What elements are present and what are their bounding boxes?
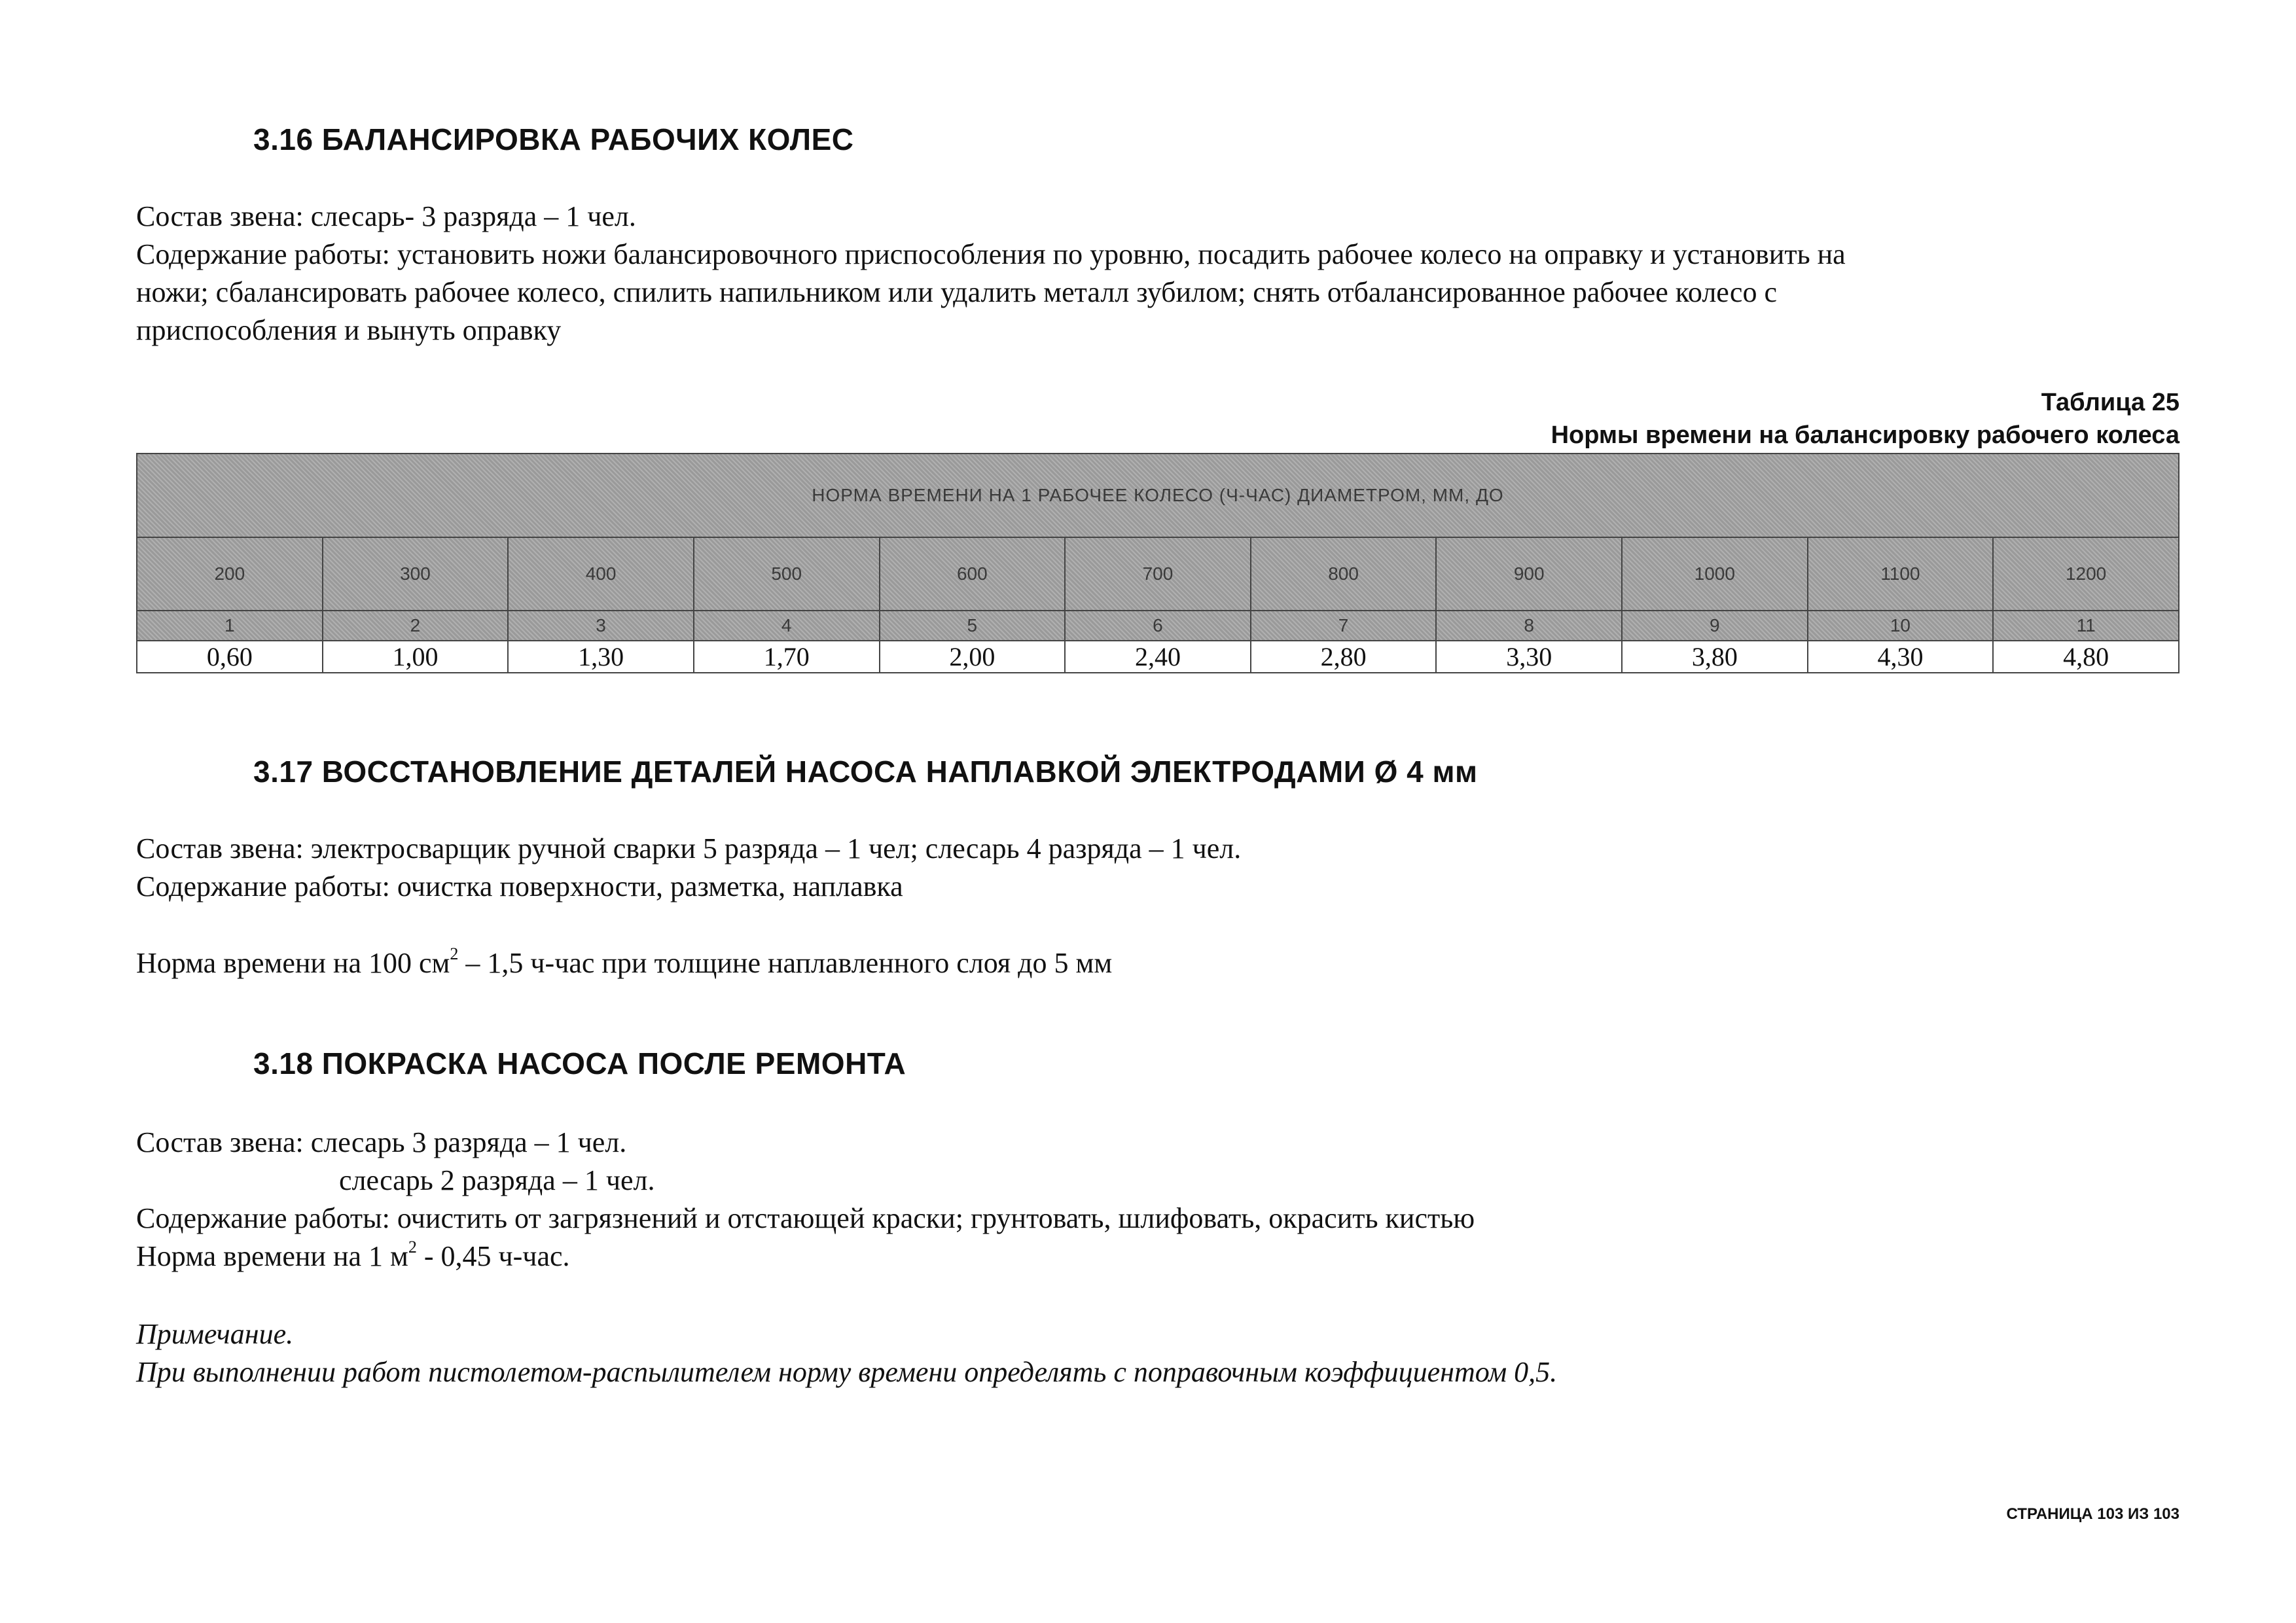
column-number-cell: 7 [1251,611,1437,641]
value-cell: 4,80 [1993,641,2179,673]
diameter-cell: 500 [694,537,880,611]
value-cell: 2,00 [880,641,1066,673]
section-3-18-heading: 3.18 ПОКРАСКА НАСОСА ПОСЛЕ РЕМОНТА [253,1046,906,1080]
diameter-cell: 200 [137,537,323,611]
value-cell: 0,60 [137,641,323,673]
column-number-cell: 5 [880,611,1066,641]
section-3-16-crew: Состав звена: слесарь- 3 разряда – 1 чел. [136,200,636,232]
section-3-18-note [136,1315,2165,1391]
diameter-cell: 1000 [1622,537,1808,611]
section-3-18-text [136,1124,2165,1275]
norm-prefix: Норма времени на 100 см [136,947,450,979]
diameter-cell: 900 [1436,537,1622,611]
column-number-cell: 4 [694,611,880,641]
section-3-17-content: Содержание работы: очистка поверхности, разметка, наплавка [136,870,903,902]
diameter-cell: 700 [1065,537,1251,611]
norm-suffix: - 0,45 ч-час. [416,1240,570,1272]
page-number: СТРАНИЦА 103 ИЗ 103 [2006,1505,2179,1523]
section-3-18-crew-line-1: Состав звена: слесарь 3 разряда – 1 чел. [136,1126,627,1158]
column-number-cell: 9 [1622,611,1808,641]
note-text: При выполнении работ пистолетом-распылителем норму времени определять с поправочным коэффициентом 0,5. [136,1356,1558,1388]
table-25-caption: Нормы времени на балансировку рабочего колеса [1551,421,2179,449]
section-3-16-text [136,198,2165,349]
section-3-16-content-line-2: ножи; сбалансировать рабочее колесо, спилить напильником или удалить металл зубилом; снять отбалансированное рабочее колесо с [136,276,1777,308]
section-3-18-crew-line-2: слесарь 2 разряда – 1 чел. [339,1164,655,1196]
value-cell: 2,80 [1251,641,1437,673]
column-number-cell: 2 [323,611,509,641]
norms-table [136,453,2179,673]
section-3-17-heading: 3.17 ВОССТАНОВЛЕНИЕ ДЕТАЛЕЙ НАСОСА НАПЛАВКОЙ ЭЛЕКТРОДАМИ Ø 4 мм [253,755,1478,789]
column-number-cell: 8 [1436,611,1622,641]
section-3-16-content-line-3: приспособления и вынуть оправку [136,314,562,346]
value-cell: 1,30 [508,641,694,673]
section-3-17-text [136,830,2165,906]
column-number-cell: 3 [508,611,694,641]
column-number-cell: 6 [1065,611,1251,641]
diameter-cell: 1200 [1993,537,2179,611]
value-cell: 1,70 [694,641,880,673]
table-25-label: Таблица 25 [2041,389,2179,416]
value-cell: 1,00 [323,641,509,673]
column-number-cell: 1 [137,611,323,641]
diameter-cell: 600 [880,537,1066,611]
column-number-cell: 11 [1993,611,2179,641]
value-cell: 2,40 [1065,641,1251,673]
diameter-cell: 300 [323,537,509,611]
diameter-cell: 1100 [1808,537,1994,611]
section-3-16-content-line-1: Содержание работы: установить ножи балансировочного приспособления по уровню, посадить рабочее колесо на оправку и установить на [136,238,1846,270]
norm-superscript: 2 [408,1238,417,1257]
section-3-16-heading: 3.16 БАЛАНСИРОВКА РАБОЧИХ КОЛЕС [253,122,854,156]
section-3-18-content: Содержание работы: очистить от загрязнений и отстающей краски; грунтовать, шлифовать, окрасить кистью [136,1202,1475,1234]
section-3-17-crew: Состав звена: электросварщик ручной сварки 5 разряда – 1 чел; слесарь 4 разряда – 1 чел. [136,832,1242,865]
diameter-cell: 800 [1251,537,1437,611]
table-header: НОРМА ВРЕМЕНИ НА 1 РАБОЧЕЕ КОЛЕСО (Ч-ЧАС) ДИАМЕТРОМ, ММ, ДО [137,454,2179,537]
value-cell: 3,80 [1622,641,1808,673]
value-cell: 3,30 [1436,641,1622,673]
section-3-17-norm [136,944,2165,982]
note-title: Примечание. [136,1318,294,1350]
norm-suffix: – 1,5 ч-час при толщине наплавленного слоя до 5 мм [458,947,1113,979]
diameter-cell: 400 [508,537,694,611]
norm-superscript: 2 [450,944,459,963]
value-cell: 4,30 [1808,641,1994,673]
norm-prefix: Норма времени на 1 м [136,1240,408,1272]
column-number-cell: 10 [1808,611,1994,641]
